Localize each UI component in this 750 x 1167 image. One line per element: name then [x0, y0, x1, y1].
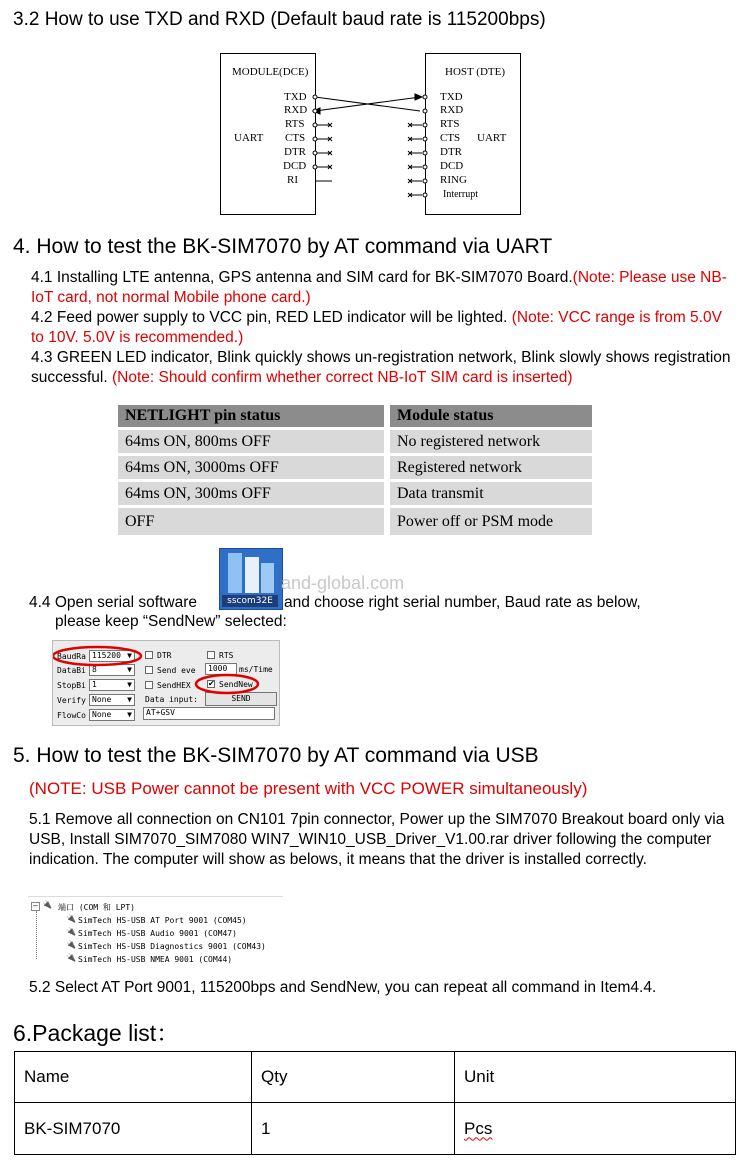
databits-select[interactable]: 8 ▼ — [89, 664, 135, 676]
sendhex-label: SendHEX — [157, 681, 191, 690]
text-4-3: 4.3 GREEN LED indicator, Blink quickly shows un-registration network, Blink slowly shows registration successful. — [31, 349, 731, 386]
table-cell: Power off or PSM mode — [390, 508, 592, 535]
section-4-title: 4. How to test the BK-SIM7070 by AT command via UART — [13, 235, 553, 258]
host-pin-dtr: DTR — [440, 146, 462, 158]
send-every-label: Send eve — [157, 666, 196, 675]
port-group-label: 端口 (COM 和 LPT) — [58, 903, 135, 912]
sscom-app-icon — [219, 548, 283, 610]
text-4-4-c: please keep “SendNew” selected: — [55, 613, 287, 630]
host-pin-ring: RING — [440, 174, 467, 186]
stopbits-select[interactable]: 1 ▼ — [89, 679, 135, 691]
sendnew-checkbox[interactable]: ✔ — [208, 679, 215, 688]
module-label: MODULE(DCE) — [232, 66, 309, 78]
verify-label: Verify — [57, 696, 86, 705]
stopbits-value: 1 — [92, 680, 97, 689]
note-4-1: (Note: Please use NB-IoT card, not normal Mobile phone card.) — [31, 269, 727, 306]
verify-select[interactable]: None ▼ — [89, 694, 135, 706]
flow-label: FlowCo — [57, 711, 86, 720]
uart-wiring — [220, 53, 520, 218]
device-item-diagnostics[interactable]: SimTech HS-USB Diagnostics 9001 (COM43) — [78, 942, 266, 951]
section-6-title: 6.Package list： — [13, 1020, 180, 1046]
table-header: Module status — [390, 405, 592, 427]
module-pin-ri: RI — [287, 174, 298, 186]
text-4-4-b: and choose right serial number, Baud rate as below, — [284, 594, 641, 611]
uart-diagram — [220, 53, 520, 218]
baud-value: 115200 — [92, 651, 121, 660]
package-list-table — [14, 1051, 736, 1155]
note-4-3: (Note: Should confirm whether correct NB-IoT SIM card is inserted) — [111, 369, 573, 386]
module-pin-cts: CTS — [285, 132, 306, 144]
package-header-qty: Qty — [252, 1052, 455, 1103]
package-header-unit: Unit — [455, 1052, 736, 1103]
paragraph-4-2 — [31, 308, 731, 348]
device-icon: 🔌 — [66, 927, 76, 936]
paragraph-4-3 — [31, 348, 731, 388]
text-4-1: 4.1 Installing LTE antenna, GPS antenna and SIM card for BK-SIM7070 Board. — [31, 269, 573, 286]
table-cell: 64ms ON, 300ms OFF — [118, 482, 384, 505]
device-item-audio[interactable]: SimTech HS-USB Audio 9001 (COM47) — [78, 929, 237, 938]
package-cell-unit: Pcs — [455, 1103, 736, 1155]
interval-input[interactable]: 1000 — [205, 663, 237, 675]
section-3-2-title: 3.2 How to use TXD and RXD (Default baud rate is 115200bps) — [13, 9, 546, 30]
collapse-icon[interactable]: − — [32, 902, 39, 910]
interval-unit: ms/Time — [239, 665, 273, 674]
send-button[interactable]: SEND — [205, 692, 277, 706]
flow-select[interactable]: None ▼ — [89, 709, 135, 721]
table-cell: 64ms ON, 3000ms OFF — [118, 456, 384, 479]
databits-label: DataBi — [57, 666, 86, 675]
host-pin-rts: RTS — [440, 118, 460, 130]
device-icon: 🔌 — [66, 914, 76, 923]
dtr-label: DTR — [157, 651, 172, 660]
paragraph-5-1: 5.1 Remove all connection on CN101 7pin connector, Power up the SIM7070 Breakout board only via USB, Install SIM7070_SIM7080 WIN7_WIN10_USB_Driver_V1.00.rar driver following the computer indication. The computer will show as belows, it means that the driver is installed correctly. — [29, 811, 725, 868]
paragraph-4-1 — [31, 268, 731, 308]
table-cell: Registered network — [390, 456, 592, 479]
host-uart-label: UART — [477, 132, 507, 144]
host-pin-cts: CTS — [440, 132, 461, 144]
data-input-label: Data input: — [145, 695, 198, 704]
module-uart-label: UART — [234, 132, 264, 144]
table-cell: No registered network — [390, 430, 592, 453]
device-item-at-port[interactable]: SimTech HS-USB AT Port 9001 (COM45) — [78, 916, 247, 925]
flow-value: None — [92, 710, 112, 719]
paragraph-5-2: 5.2 Select AT Port 9001, 115200bps and SendNew, you can repeat all command in Item4.4. — [29, 979, 657, 996]
rts-label: RTS — [219, 651, 234, 660]
stopbits-label: StopBi — [57, 681, 86, 690]
table-cell: OFF — [118, 508, 384, 535]
device-icon: 🔌 — [66, 940, 76, 949]
host-label: HOST (DTE) — [445, 66, 505, 78]
sscom-icon-label: sscom32E — [222, 595, 278, 607]
port-group-icon: 🔌 — [42, 900, 52, 909]
section-5-title: 5. How to test the BK-SIM7070 by AT command via USB — [13, 744, 539, 767]
verify-value: None — [92, 695, 112, 704]
host-pin-txd: TXD — [440, 91, 463, 103]
serial-settings-panel — [52, 640, 280, 726]
watermark: and-global.com — [281, 573, 405, 593]
host-pin-dcd: DCD — [440, 160, 464, 172]
host-pin-rxd: RXD — [440, 104, 464, 116]
package-header-name: Name — [15, 1052, 252, 1103]
table-header: NETLIGHT pin status — [118, 405, 384, 427]
databits-value: 8 — [92, 665, 97, 674]
baud-select[interactable]: 115200 ▼ — [89, 650, 135, 662]
module-pin-txd: TXD — [284, 91, 307, 103]
data-input-field[interactable]: AT+GSV — [143, 707, 275, 720]
text-4-2: 4.2 Feed power supply to VCC pin, RED LED indicator will be lighted. — [31, 309, 512, 326]
device-item-nmea[interactable]: SimTech HS-USB NMEA 9001 (COM44) — [78, 955, 233, 964]
note-4-2: (Note: VCC range is from 5.0V to 10V. 5.0V is recommended.) — [31, 309, 722, 346]
module-pin-dtr: DTR — [284, 146, 306, 158]
highlight-circles — [53, 641, 279, 725]
host-pin-interrupt: Interrupt — [443, 189, 478, 200]
device-manager-tree — [28, 896, 283, 965]
sendnew-label: SendNew — [219, 680, 253, 689]
text-4-4-a: 4.4 Open serial software — [29, 594, 198, 611]
package-cell-name: BK-SIM7070 — [15, 1103, 252, 1155]
table-cell: 64ms ON, 800ms OFF — [118, 430, 384, 453]
usb-power-note: (NOTE: USB Power cannot be present with VCC POWER simultaneously) — [29, 779, 588, 798]
device-icon: 🔌 — [66, 953, 76, 962]
module-pin-rts: RTS — [285, 118, 305, 130]
netlight-table — [118, 405, 593, 535]
module-pin-rxd: RXD — [284, 104, 308, 116]
package-cell-qty: 1 — [252, 1103, 455, 1155]
table-cell: Data transmit — [390, 482, 592, 505]
module-pin-dcd: DCD — [283, 160, 307, 172]
baud-label: BaudRa — [57, 652, 86, 661]
